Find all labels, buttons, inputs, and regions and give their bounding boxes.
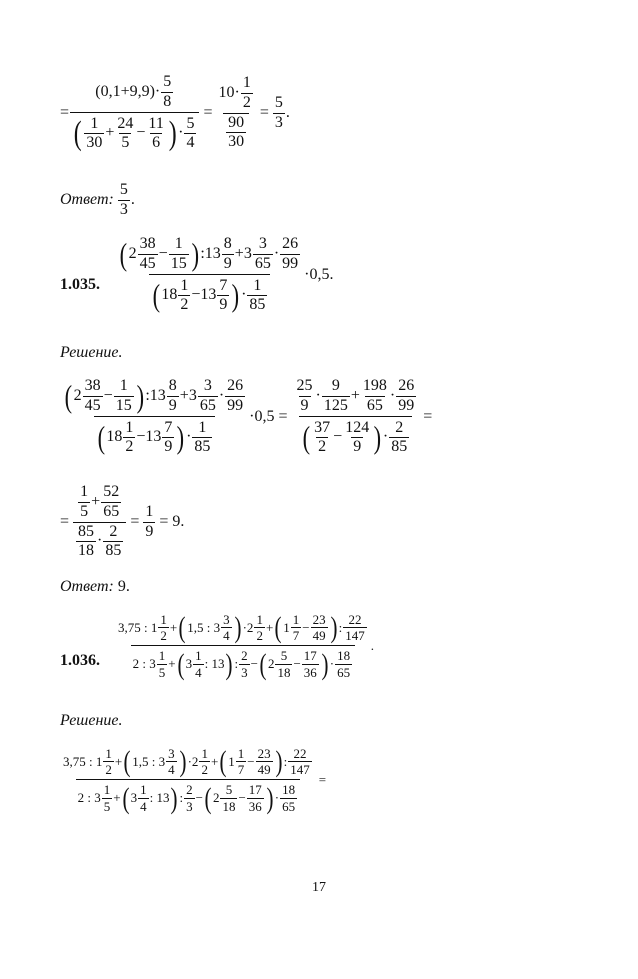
fraction: (0,1+9,9)· $\frac{5}{8}$ ( $\frac{1}{30}$ + $\frac{24}{5}$ − $\frac{11}{6}$ ) · $\frac{5}{4}$ — [70, 74, 199, 152]
solution-1035-line-2: = $\frac{1}{5}$ + $\frac{52}{65}$ $\frac{85}{18}$ · $\frac{2}{85}$ = $\frac{1}{9}$ = 9. — [60, 483, 185, 560]
answer-label: Ответ: — [60, 578, 114, 595]
problem-number-1035: 1.035. — [60, 276, 100, 293]
answer-label: Ответ: — [60, 191, 114, 209]
solution-1035-line-1: ( 2 $\frac{38}{45}$ − $\frac{1}{15}$ ) :13 $\frac{8}{9}$ +3 $\frac{3}{65}$ · $\frac{26}{99}$ ( 18 $\frac{1}{2}$ −13 $\frac{7}{9}$ ) · $\frac{1}{85}$ ·0,5 = $\frac{25}{9}$ · $\frac{9}{125}$ + $\frac{198}{65}$ · $\frac{26}{99}$ ( $\frac{37}{2}$ − $\frac{124}{9}$ ) · $\frac{2}{85}$ = — [64, 377, 433, 456]
solution-label-2: Решение. — [60, 712, 123, 729]
answer-1: Ответ: $\frac{5}{3}$ . — [60, 181, 135, 218]
problem-1036-expression: 3,75 : 1 $\frac{1}{2}$ + ( 1,5 : 3 $\frac{3}{4}$ ) ·2 $\frac{1}{2}$ + ( 1 $\frac{1}{7}$ − $\frac{23}{49}$ ) : $\frac{22}{147}$ 2 : 3 $\frac{1}{5}$ + ( 3 $\frac{1}{4}$ : 13 ) : $\frac{2}{3}$ − ( 2 $\frac{5}{18}$ − $\frac{17}{36}$ ) · $\frac{18}{65}$ . — [118, 611, 374, 681]
equation-top: = (0,1+9,9)· $\frac{5}{8}$ ( $\frac{1}{30}$ + $\frac{24}{5}$ − $\frac{11}{6}$ ) · $\frac{5}{4}$ = 10· $\frac{1}{2}$ $\frac{90}{30}$ = $\frac{5}{3}$ . — [60, 73, 290, 153]
problem-number-1036: 1.036. — [60, 652, 100, 669]
problem-1035-expression: ( 2 $\frac{38}{45}$ − $\frac{1}{15}$ ) :13 $\frac{8}{9}$ +3 $\frac{3}{65}$ · $\frac{26}{99}$ ( 18 $\frac{1}{2}$ −13 $\frac{7}{9}$ ) · $\frac{1}{85}$ ·0,5. — [119, 235, 334, 314]
equals-sign: = — [60, 104, 70, 122]
solution-label-1: Решение. — [60, 344, 123, 361]
answer-2 — [60, 578, 130, 596]
solution-1036-expression: 3,75 : 1 $\frac{1}{2}$ + ( 1,5 : 3 $\frac{3}{4}$ ) ·2 $\frac{1}{2}$ + ( 1 $\frac{1}{7}$ − $\frac{23}{49}$ ) : $\frac{22}{147}$ 2 : 3 $\frac{1}{5}$ + ( 3 $\frac{1}{4}$ : 13 ) : $\frac{2}{3}$ − ( 2 $\frac{5}{18}$ − $\frac{17}{36}$ ) · $\frac{18}{65}$ = — [63, 745, 327, 815]
page-number: 17 — [312, 880, 326, 895]
answer-value: 9. — [117, 578, 130, 595]
